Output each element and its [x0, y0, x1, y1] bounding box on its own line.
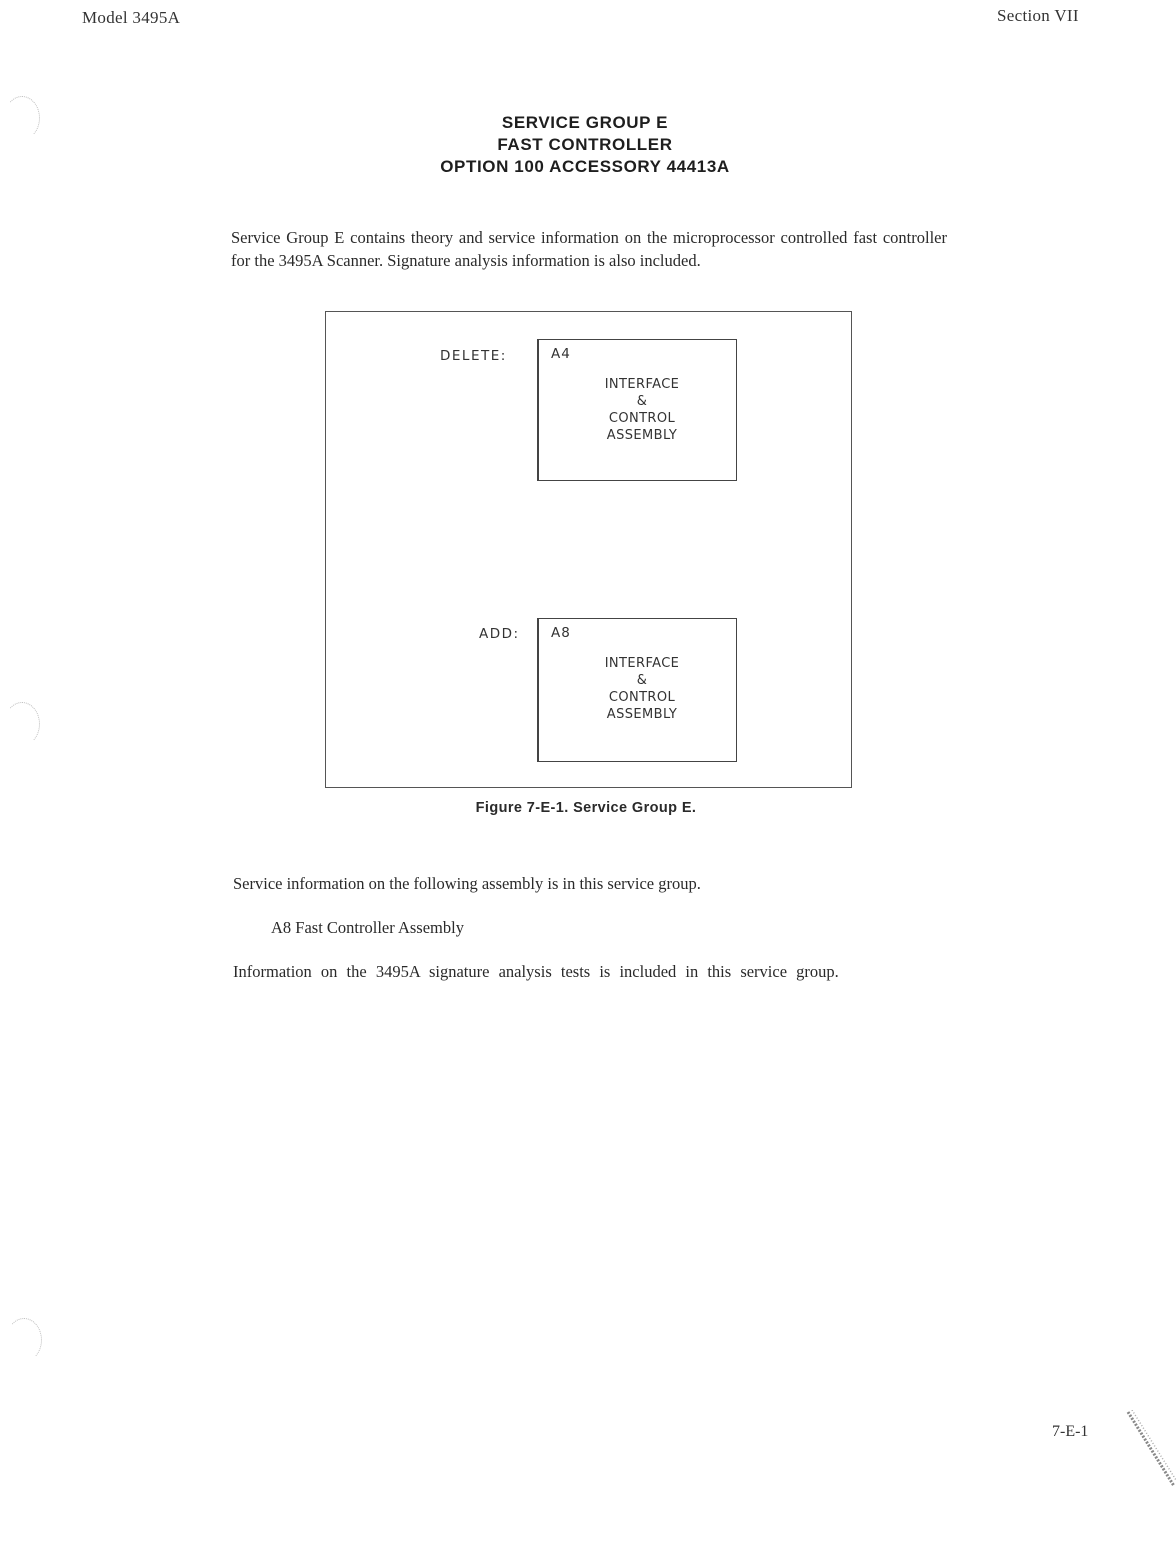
title-line-3: OPTION 100 ACCESSORY 44413A — [440, 157, 730, 176]
figure-caption: Figure 7-E-1. Service Group E. — [475, 800, 697, 816]
delete-assembly-line: ASSEMBLY — [606, 428, 678, 443]
title-line-2: FAST CONTROLLER — [497, 135, 673, 154]
title-line-1: SERVICE GROUP E — [501, 113, 669, 132]
page-number: 7-E-1 — [1052, 1423, 1089, 1440]
delete-label: DELETE: — [440, 348, 507, 364]
body-paragraph-2: Information on the 3495A signature analysis tests is included in this service group. — [233, 962, 839, 981]
add-assembly-description — [557, 655, 727, 723]
binder-hole-mark-top — [4, 96, 40, 140]
delete-assembly-line: INTERFACE — [604, 377, 680, 392]
assembly-list-item: A8 Fast Controller Assembly — [271, 918, 464, 937]
add-assembly-line: & — [636, 673, 648, 688]
intro-paragraph: Service Group E contains theory and service information on the microprocessor controlled fast controller for the 3495A Scanner. Signature analysis information is also included. — [231, 228, 947, 270]
delete-assembly-ref: A4 — [551, 346, 571, 362]
delete-assembly-box — [537, 339, 737, 481]
delete-assembly-line: CONTROL — [608, 411, 676, 426]
delete-assembly-line: & — [636, 394, 648, 409]
binder-hole-mark-middle — [4, 702, 40, 746]
add-assembly-line: INTERFACE — [604, 656, 680, 671]
page-title — [385, 112, 785, 178]
add-assembly-line: ASSEMBLY — [606, 707, 678, 722]
corner-scan-artifact-icon — [1120, 1410, 1176, 1490]
figure-frame — [325, 311, 852, 788]
body-paragraph-1: Service information on the following assembly is in this service group. — [233, 874, 701, 893]
add-assembly-ref: A8 — [551, 625, 571, 641]
header-model: Model 3495A — [82, 8, 181, 27]
header-section: Section VII — [997, 6, 1079, 25]
add-label: ADD: — [479, 626, 520, 642]
add-assembly-box — [537, 618, 737, 762]
binder-hole-mark-bottom — [6, 1318, 42, 1362]
add-assembly-line: CONTROL — [608, 690, 676, 705]
delete-assembly-description — [557, 376, 727, 444]
